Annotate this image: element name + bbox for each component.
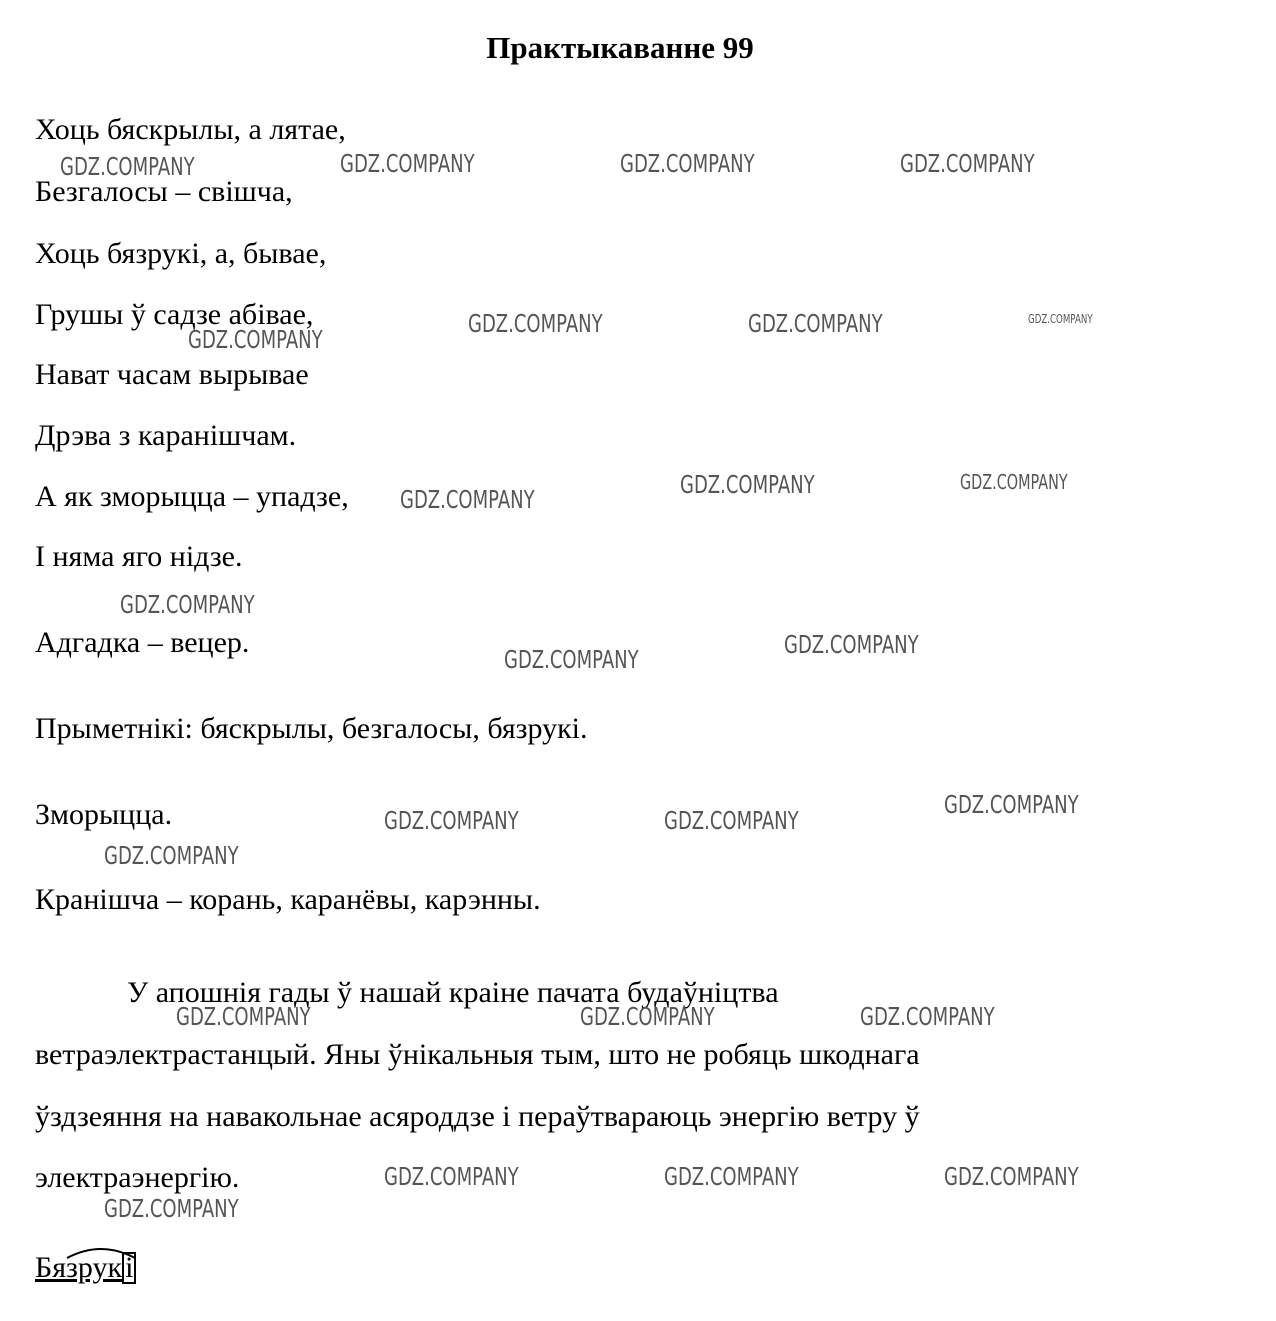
watermark: GDZ.COMPANY [960,470,1068,494]
watermark: GDZ.COMPANY [340,149,475,178]
watermark: GDZ.COMPANY [748,309,883,338]
watermark: GDZ.COMPANY [664,806,799,835]
paragraph-line: электраэнергію. [35,1161,240,1194]
watermark: GDZ.COMPANY [176,1002,311,1031]
paragraph-line: У апошнія гады ў нашай краіне пачата будаўніцтва [127,976,779,1009]
poem-line: Дрэва з каранішчам. [35,419,297,452]
watermark: GDZ.COMPANY [384,806,519,835]
morpheme-stem: Бязрук [35,1251,123,1284]
watermark: GDZ.COMPANY [1028,312,1093,326]
cognates-line: Кранішча – корань, каранёвы, карэнны. [35,883,541,916]
poem-line: Хоць бязрукі, а, бывае, [35,237,327,270]
watermark: GDZ.COMPANY [468,309,603,338]
watermark: GDZ.COMPANY [384,1162,519,1191]
watermark: GDZ.COMPANY [900,149,1035,178]
morpheme-parse [35,1250,136,1286]
watermark: GDZ.COMPANY [860,1002,995,1031]
watermark: GDZ.COMPANY [400,485,535,514]
watermark: GDZ.COMPANY [104,841,239,870]
watermark: GDZ.COMPANY [104,1194,239,1223]
page-title: Практыкаванне 99 [486,30,754,65]
verb-line: Зморыцца. [35,798,173,831]
watermark: GDZ.COMPANY [620,149,755,178]
riddle-answer: Адгадка – вецер. [35,626,250,659]
watermark: GDZ.COMPANY [60,152,195,181]
watermark: GDZ.COMPANY [580,1002,715,1031]
watermark: GDZ.COMPANY [944,790,1079,819]
watermark: GDZ.COMPANY [680,470,815,499]
poem-line: Нават часам вырывае [35,358,309,391]
morpheme-ending: і [122,1252,136,1284]
poem-line: Хоць бяскрылы, а лятае, [35,113,346,146]
paragraph-line: ўздзеяння на навакольнае асяроддзе і пераўтвараюць энергію ветру ў [35,1100,920,1133]
poem-line: А як зморыцца – упадзе, [35,480,349,513]
paragraph-line: ветраэлектрастанцый. Яны ўнікальныя тым, што не робяць шкоднага [35,1038,920,1071]
watermark: GDZ.COMPANY [664,1162,799,1191]
poem-line: Безгалосы – свішча, [35,175,293,208]
poem-line: І няма яго нідзе. [35,540,243,573]
watermark: GDZ.COMPANY [504,645,639,674]
adjectives-line: Прыметнікі: бяскрылы, безгалосы, бязрукі. [35,712,588,745]
poem-line: Грушы ў садзе абівае, [35,298,314,331]
watermark: GDZ.COMPANY [188,325,323,354]
watermark: GDZ.COMPANY [944,1162,1079,1191]
watermark: GDZ.COMPANY [120,590,255,619]
watermark: GDZ.COMPANY [784,630,919,659]
